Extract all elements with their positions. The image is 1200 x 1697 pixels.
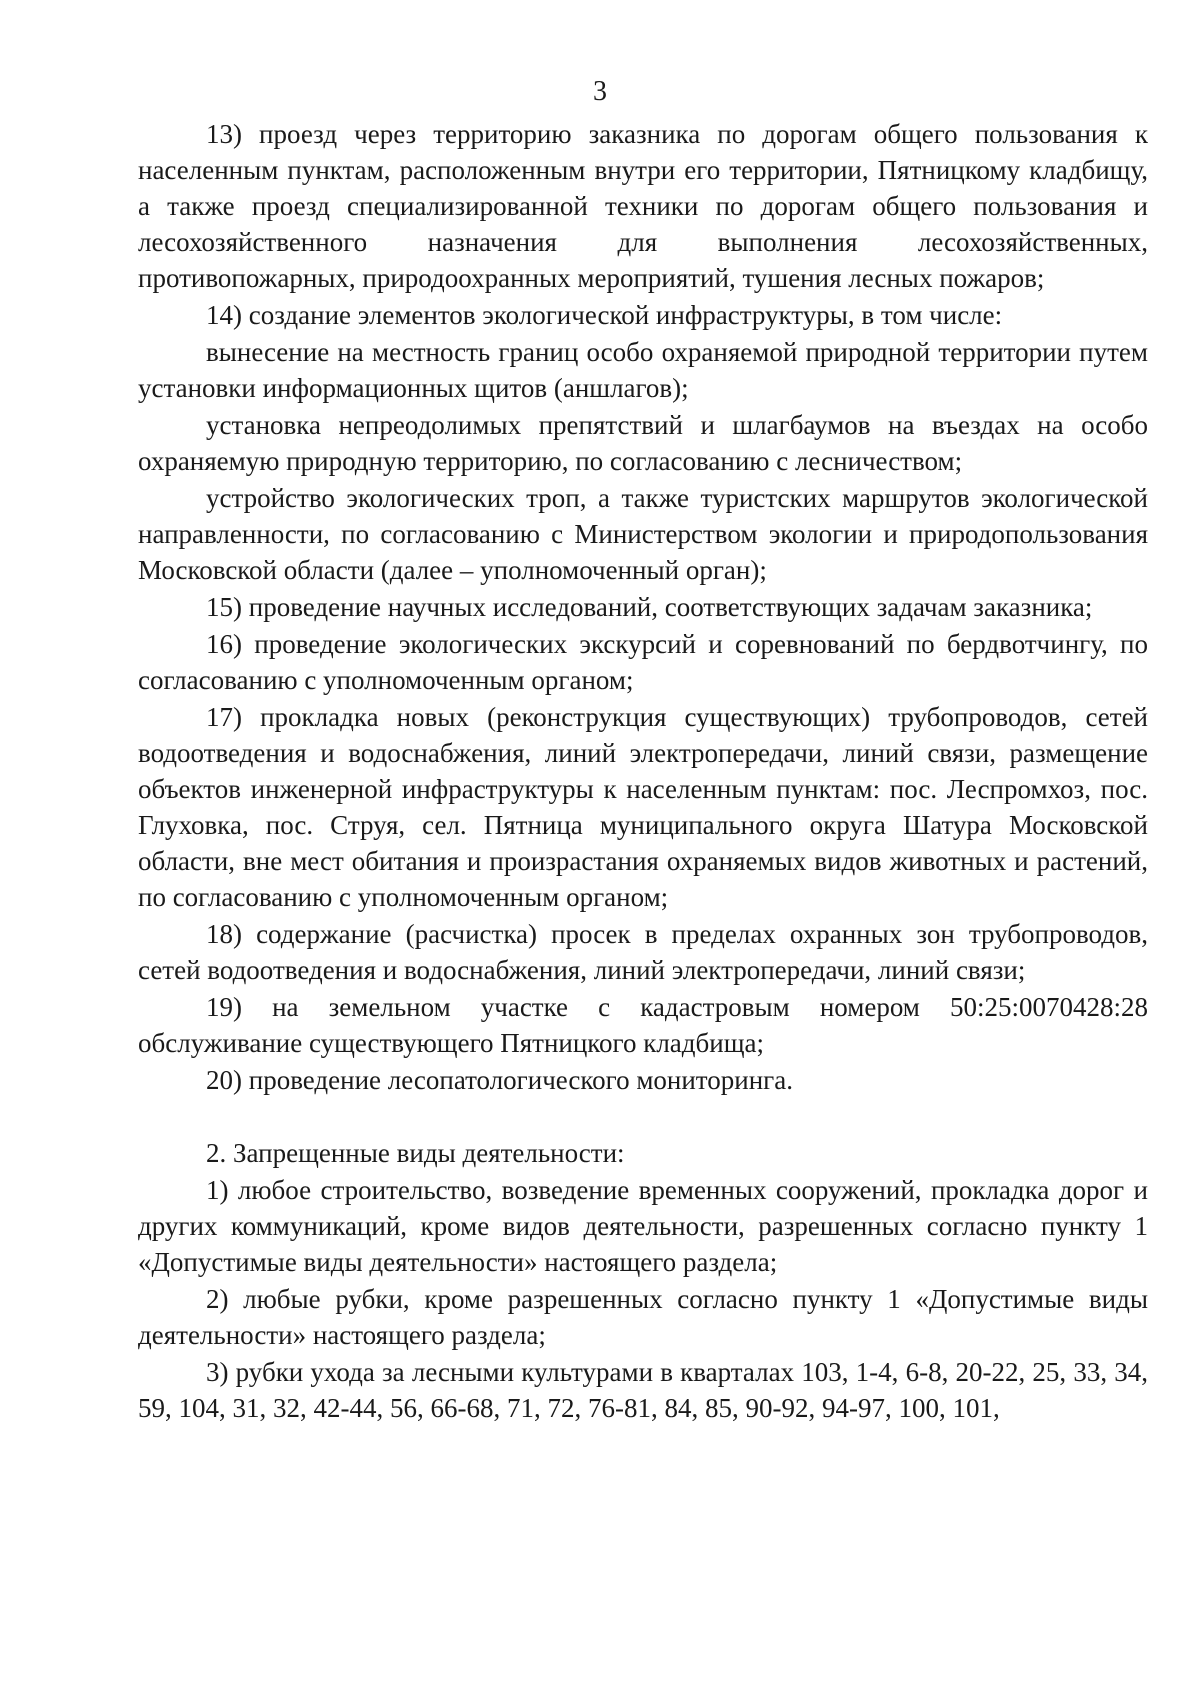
section-spacer bbox=[138, 1099, 1148, 1135]
paragraph-subitem-trails: устройство экологических троп, а также туристских маршрутов экологической направленности, по согласованию с Министерством экологии и природопользования Московской области (далее – уполномоченный орган); bbox=[138, 483, 1148, 585]
paragraph-item-15: 15) проведение научных исследований, соответствующих задачам заказника; bbox=[206, 592, 1093, 622]
prohibited-item-1: 1) любое строительство, возведение временных сооружений, прокладка дорог и других коммуникаций, кроме видов деятельности, разрешенных согласно пункту 1 «Допустимые виды деятельности» настоящего раздела; bbox=[138, 1175, 1148, 1277]
section-heading: 2. Запрещенные виды деятельности: bbox=[206, 1138, 625, 1168]
page-number: 3 bbox=[593, 76, 607, 107]
paragraph-item-18: 18) содержание (расчистка) просек в пределах охранных зон трубопроводов, сетей водоотведения и водоснабжения, линий электропередачи, линий связи; bbox=[138, 919, 1148, 985]
paragraph-item-16: 16) проведение экологических экскурсий и соревнований по бердвотчингу, по согласованию с уполномоченным органом; bbox=[138, 629, 1148, 695]
paragraph-subitem-barriers: установка непреодолимых препятствий и шлагбаумов на въездах на особо охраняемую природную территорию, по согласованию с лесничеством; bbox=[138, 410, 1148, 476]
paragraph-item-17: 17) прокладка новых (реконструкция существующих) трубопроводов, сетей водоотведения и водоснабжения, линий электропередачи, линий связи, размещение объектов инженерной инфраструктуры к населенным пунктам: пос. Леспромхоз, пос. Глуховка, пос. Струя, сел. Пятница муниципального округа Шатура Московской области, вне мест обитания и произрастания охраняемых видов животных и растений, по согласованию с уполномоченным органом; bbox=[138, 702, 1148, 912]
paragraph-subitem-boundaries: вынесение на местность границ особо охраняемой природной территории путем установки информационных щитов (аншлагов); bbox=[138, 337, 1148, 403]
paragraph-item-13: 13) проезд через территорию заказника по дорогам общего пользования к населенным пунктам, расположенным внутри его территории, Пятницкому кладбищу, а также проезд специализированной техники по дорогам общего пользования и лесохозяйственного назначения для выполнения лесохозяйственных, противопожарных, природоохранных мероприятий, тушения лесных пожаров; bbox=[138, 119, 1148, 293]
prohibited-item-3: 3) рубки ухода за лесными культурами в кварталах 103, 1-4, 6-8, 20-22, 25, 33, 34, 59, 104, 31, 32, 42-44, 56, 66-68, 71, 72, 76-81, 84, 85, 90-92, 94-97, 100, 101, bbox=[138, 1357, 1148, 1423]
paragraph-item-14: 14) создание элементов экологической инфраструктуры, в том числе: bbox=[206, 300, 1003, 330]
document-body bbox=[138, 116, 1148, 1427]
paragraph-item-20: 20) проведение лесопатологического мониторинга. bbox=[206, 1065, 793, 1095]
paragraph-item-19: 19) на земельном участке с кадастровым номером 50:25:0070428:28 обслуживание существующего Пятницкого кладбища; bbox=[138, 992, 1148, 1058]
prohibited-item-2: 2) любые рубки, кроме разрешенных согласно пункту 1 «Допустимые виды деятельности» настоящего раздела; bbox=[138, 1284, 1148, 1350]
